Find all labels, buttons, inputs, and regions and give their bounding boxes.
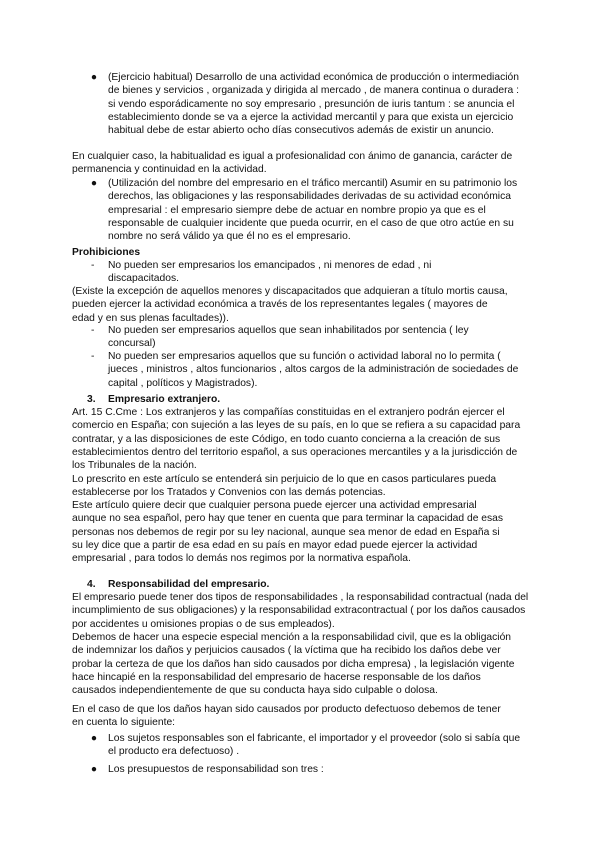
bullet-marker: ● <box>90 178 98 189</box>
section-4-paragraph-1: El empresario puede tener dos tipos de responsabilidades , la responsabilidad contractual (nada del incumplimiento de sus obligaciones) y la responsabilidad extracontractual ( por los daños causados por accidentes u omisiones propias o de sus empleados). <box>72 592 529 630</box>
bullet-marker: ● <box>90 72 98 83</box>
bullet-nombre-empresario: (Utilización del nombre del empresario en el tráfico mercantil) Asumir en su patrimonio los derechos, las obligaciones y las responsabilidades derivadas de su actividad económica empresarial : el empresario siempre debe de actuar en nombre propio ya que es el responsable de cualquier incidente que pueda ocurrir, en el caso de que otro actúe en su nombre no será válido ya que él no es el empresario. <box>108 178 518 243</box>
bullet-marker: ● <box>90 764 98 775</box>
section-4-paragraph-2: Debemos de hacer una especie especial mención a la responsabilidad civil, que es la obligación de indemnizar los daños y perjuicios causados ( la víctima que ha recibido los daños debe ver probar la certeza de que los daños han sido causados por dicha empresa) , la legislación vigente hace hincapié en la responsabilidad del empresario de hacerse responsable de los daños causados independientemente de que su conducta haya sido culpable o dolosa. <box>72 632 515 697</box>
section-4-bullet-2: Los presupuestos de responsabilidad son tres : <box>108 764 324 775</box>
bullet-marker: ● <box>90 733 98 744</box>
section-4-paragraph-3: En el caso de que los daños hayan sido causados por producto defectuoso debemos de tener en cuenta lo siguiente: <box>72 704 501 729</box>
section-3-title: Empresario extranjero. <box>108 394 221 405</box>
section-4-bullet-1: Los sujetos responsables son el fabricante, el importador y el proveedor (solo si sabía que el producto era defectuoso) . <box>108 733 521 758</box>
section-3-number: 3. <box>87 394 96 405</box>
section-3-paragraph-3: Este artículo quiere decir que cualquier persona puede ejercer una actividad empresarial aunque no sea español, pero hay que tener en cuenta que para terminar la capacidad de esas personas nos debemos de regir por su ley nacional, aunque sea menor de edad en España si su ley dice que a partir de esa edad en su país en mayor edad puede ejercer la actividad empresarial , para todos lo demás nos regimos por la normativa española. <box>72 500 504 565</box>
dash-marker: - <box>91 325 95 336</box>
dash-marker: - <box>91 260 95 271</box>
prohibicion-item-3: No pueden ser empresarios aquellos que su función o actividad laboral no lo permita ( jueces , ministros , altos funcionarios , altos cargos de la administración de sociedades de capital , políticos y Magistrados). <box>108 351 519 389</box>
section-3-paragraph-2: Lo prescrito en este artículo se entenderá sin perjuicio de lo que en casos particulares pueda establecerse por los Tratados y Convenios con las demás potencias. <box>72 474 497 499</box>
prohibicion-note: (Existe la excepción de aquellos menores y discapacitados que adquieran a título mortis causa, pueden ejercer la actividad económica a través de los representantes legales ( mayores de edad y en sus plenas facultades)). <box>72 286 508 324</box>
bullet-ejercicio-habitual: (Ejercicio habitual) Desarrollo de una actividad económica de producción o intermediación de bienes y servicios , organizada y dirigida al mercado , de manera continua o duradera : si vendo esporádicamente no soy empresario , presunción de iuris tantum : se anuncia el establecimiento donde se va a ejerce la actividad mercantil y para que exista un ejercicio habitual debe de estar abierto ocho días consecutivos además de existir un anuncio. <box>108 72 519 137</box>
section-3-paragraph-1: Art. 15 C.Cme : Los extranjeros y las compañías constituidas en el extranjero podrán ejercer el comercio en España; con sujeción a las leyes de su país, en lo que se refiera a su capacidad para contratar, y a las disposiciones de este Código, en todo cuanto concierna a la creación de sus establecimientos dentro del territorio español, a sus operaciones mercantiles y a la jurisdicción de los Tribunales de la nación. <box>72 407 521 472</box>
section-4-title: Responsabilidad del empresario. <box>108 579 270 590</box>
paragraph-habitualidad: En cualquier caso, la habitualidad es igual a profesionalidad con ánimo de ganancia, carácter de permanencia y continuidad en la actividad. <box>72 151 513 176</box>
prohibicion-item-2: No pueden ser empresarios aquellos que sean inhabilitados por sentencia ( ley concursal) <box>108 325 469 350</box>
heading-prohibiciones: Prohibiciones <box>72 247 141 258</box>
prohibicion-item-1: No pueden ser empresarios los emancipados , ni menores de edad , ni discapacitados. <box>108 260 432 285</box>
section-4-number: 4. <box>87 579 96 590</box>
dash-marker: - <box>91 351 95 362</box>
